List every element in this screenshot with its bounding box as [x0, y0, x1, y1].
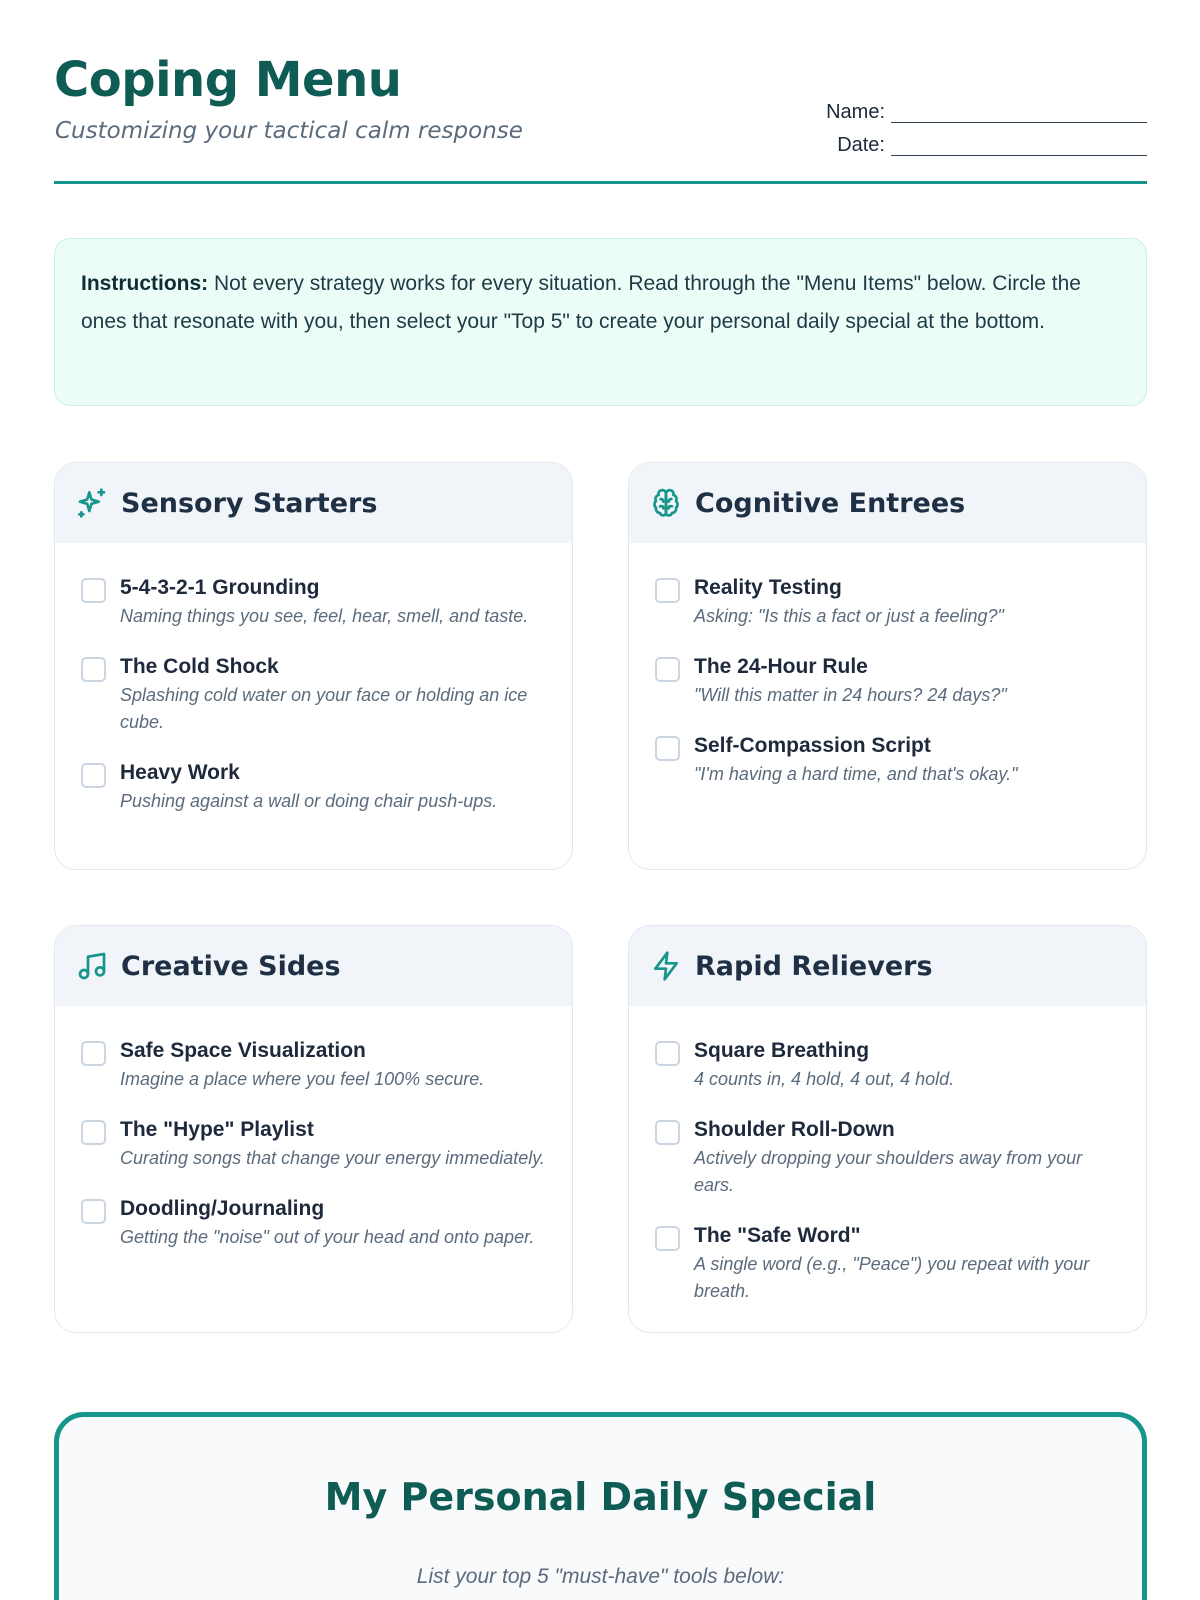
- item-description: 4 counts in, 4 hold, 4 out, 4 hold.: [694, 1069, 955, 1089]
- list-item: [655, 1221, 1120, 1305]
- date-label: Date:: [837, 134, 885, 156]
- item-checkbox[interactable]: [655, 657, 680, 682]
- item-checkbox[interactable]: [81, 1199, 106, 1224]
- list-item: [81, 652, 546, 736]
- list-item: [81, 758, 546, 815]
- item-description: "Will this matter in 24 hours? 24 days?": [694, 685, 1007, 705]
- item-checkbox[interactable]: [655, 1120, 680, 1145]
- list-item: [655, 1036, 1120, 1093]
- item-list: [55, 1006, 572, 1251]
- item-checkbox[interactable]: [81, 657, 106, 682]
- item-list: [629, 1006, 1146, 1305]
- item-checkbox[interactable]: [655, 578, 680, 603]
- section-header: [55, 463, 572, 543]
- list-item: [81, 1036, 546, 1093]
- item-checkbox[interactable]: [81, 763, 106, 788]
- instructions-text: Not every strategy works for every situation. Read through the "Menu Items" below. Circle the ones that resonate with you, then select your "Top 5" to create your personal daily special at the bottom.: [81, 272, 1081, 333]
- section-title: Sensory Starters: [121, 487, 378, 519]
- item-description: Pushing against a wall or doing chair push-ups.: [120, 791, 498, 811]
- date-line[interactable]: [891, 134, 1147, 156]
- item-name: The Cold Shock: [120, 655, 279, 678]
- item-checkbox[interactable]: [81, 1041, 106, 1066]
- item-checkbox[interactable]: [655, 1226, 680, 1251]
- list-item: [81, 1115, 546, 1172]
- item-name: 5-4-3-2-1 Grounding: [120, 576, 320, 599]
- name-label: Name:: [826, 101, 885, 123]
- section-title: Creative Sides: [121, 950, 341, 982]
- section-card-sensory: [54, 462, 573, 870]
- section-card-creative: [54, 925, 573, 1333]
- item-name: Shoulder Roll-Down: [694, 1118, 895, 1141]
- section-card-cognitive: [628, 462, 1147, 870]
- item-description: A single word (e.g., "Peace") you repeat with your breath.: [694, 1254, 1090, 1301]
- item-name: Heavy Work: [120, 761, 240, 784]
- list-item: [655, 573, 1120, 630]
- name-field: [807, 90, 1147, 123]
- item-checkbox[interactable]: [81, 1120, 106, 1145]
- page-subtitle: Customizing your tactical calm response: [55, 118, 523, 144]
- item-description: Curating songs that change your energy immediately.: [120, 1148, 545, 1168]
- daily-special-subtitle: List your top 5 "must-have" tools below:: [416, 1565, 785, 1588]
- item-checkbox[interactable]: [655, 736, 680, 761]
- item-checkbox[interactable]: [81, 578, 106, 603]
- list-item: [655, 731, 1120, 788]
- item-description: Getting the "noise" out of your head and onto paper.: [120, 1227, 535, 1247]
- item-list: [629, 543, 1146, 788]
- page-title: Coping Menu: [54, 52, 402, 108]
- music-note-icon: [75, 949, 109, 983]
- date-field: [807, 123, 1147, 156]
- worksheet-page: [54, 0, 1147, 1600]
- sparkles-icon: [75, 486, 109, 520]
- item-list: [55, 543, 572, 815]
- item-name: The 24-Hour Rule: [694, 655, 868, 678]
- item-name: Square Breathing: [694, 1039, 870, 1062]
- lightning-bolt-icon: [649, 949, 683, 983]
- name-date-fields: [807, 90, 1147, 156]
- page-header: [54, 52, 1147, 184]
- section-title: Cognitive Entrees: [695, 487, 966, 519]
- list-item: [81, 1194, 546, 1251]
- section-header: [629, 463, 1146, 543]
- section-header: [629, 926, 1146, 1006]
- section-title: Rapid Relievers: [695, 950, 933, 982]
- list-item: [655, 1115, 1120, 1199]
- brain-icon: [649, 486, 683, 520]
- list-item: [655, 652, 1120, 709]
- item-checkbox[interactable]: [655, 1041, 680, 1066]
- item-name: The "Hype" Playlist: [120, 1118, 314, 1141]
- section-card-rapid: [628, 925, 1147, 1333]
- item-name: The "Safe Word": [694, 1224, 861, 1247]
- item-description: "I'm having a hard time, and that's okay.": [694, 764, 1018, 784]
- item-name: Doodling/Journaling: [120, 1197, 325, 1220]
- item-description: Asking: "Is this a fact or just a feeling?": [694, 606, 1004, 626]
- list-item: [81, 573, 546, 630]
- instructions-lead: Instructions:: [81, 272, 209, 295]
- item-name: Reality Testing: [694, 576, 842, 599]
- item-name: Self-Compassion Script: [694, 734, 931, 757]
- section-header: [55, 926, 572, 1006]
- daily-special-box: [54, 1412, 1147, 1600]
- daily-special-title: My Personal Daily Special: [324, 1475, 877, 1519]
- instructions-box: [54, 238, 1147, 406]
- item-description: Actively dropping your shoulders away from your ears.: [694, 1148, 1083, 1195]
- item-description: Splashing cold water on your face or holding an ice cube.: [120, 685, 528, 732]
- item-name: Safe Space Visualization: [120, 1039, 366, 1062]
- name-line[interactable]: [891, 101, 1147, 123]
- item-description: Imagine a place where you feel 100% secure.: [120, 1069, 485, 1089]
- item-description: Naming things you see, feel, hear, smell, and taste.: [120, 606, 529, 626]
